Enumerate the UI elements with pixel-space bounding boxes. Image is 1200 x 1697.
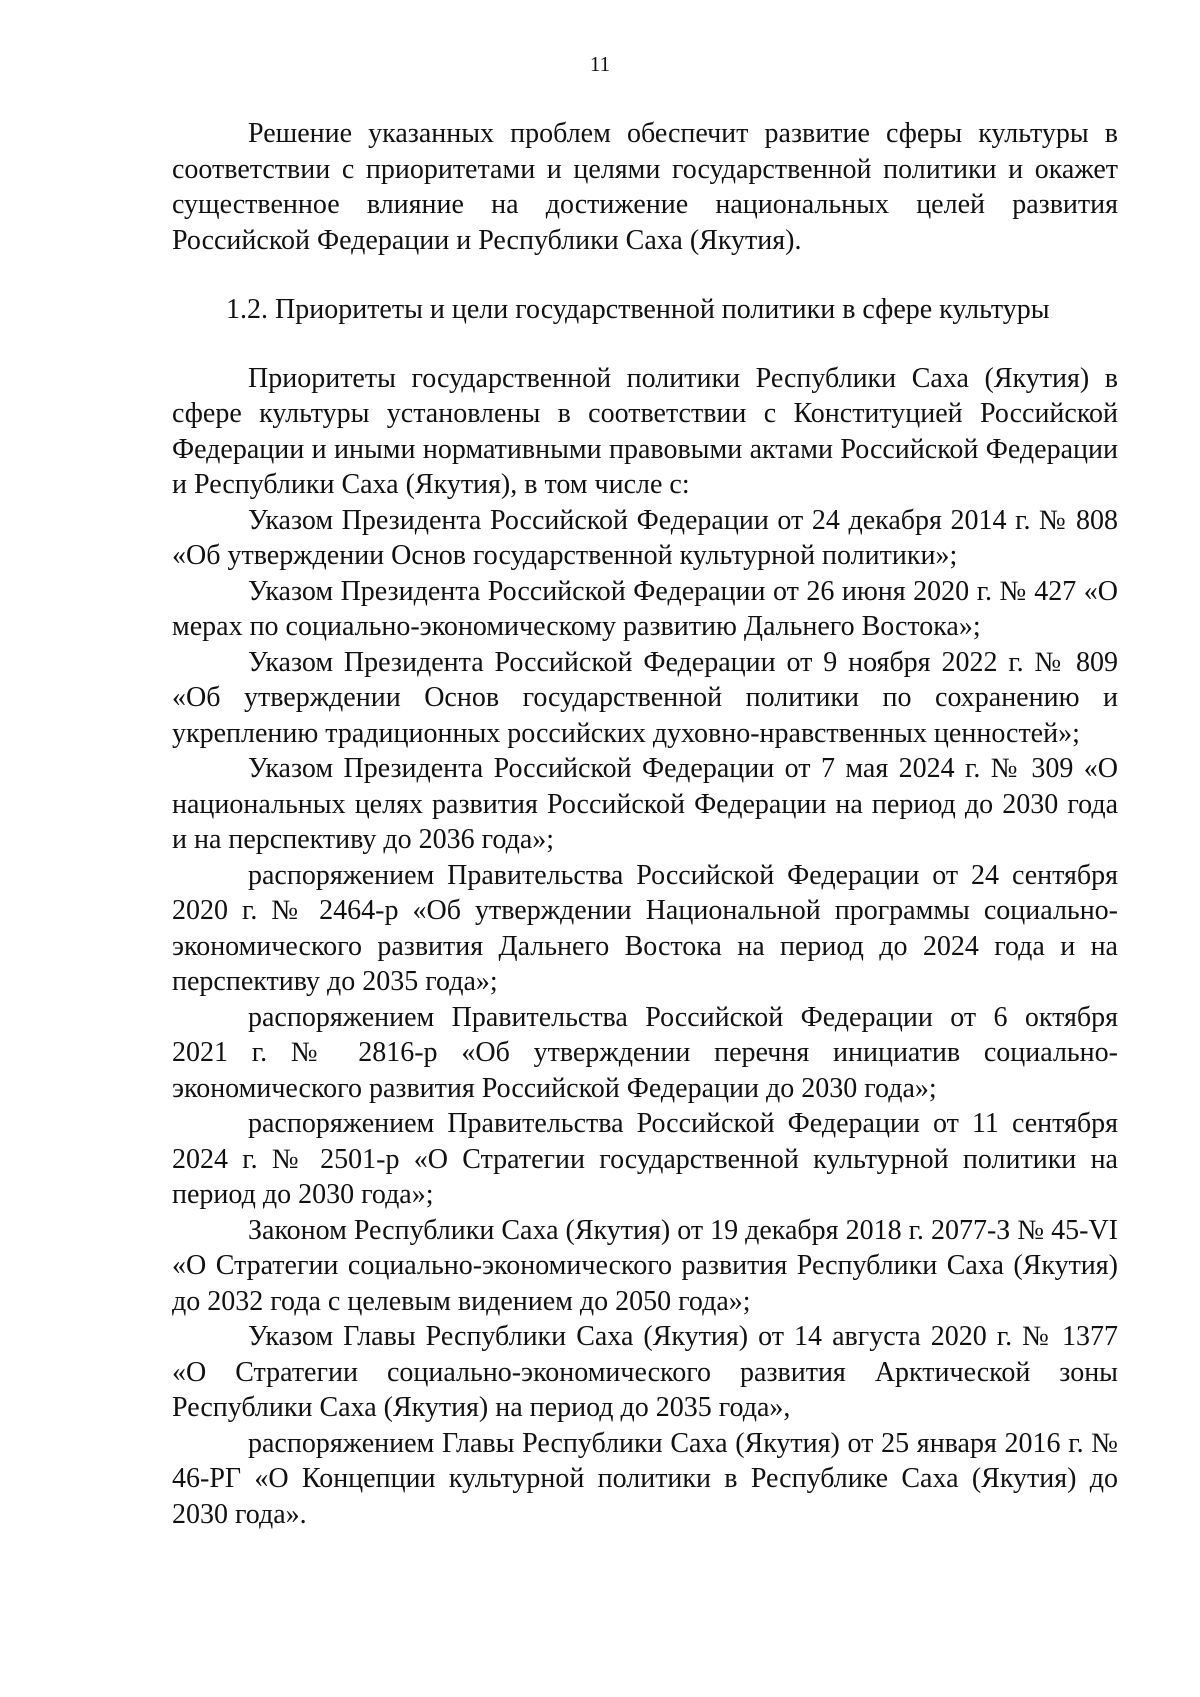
legal-act-item: Указом Президента Российской Федерации от 26 июня 2020 г. № 427 «О мерах по социально-экономическому развитию Дальнего Востока»; <box>172 575 1118 642</box>
legal-act-item: Указом Президента Российской Федерации от 7 мая 2024 г. № 309 «О национальных целях развития Российской Федерации на период до 2030 года и на перспективу до 2036 года»; <box>172 753 1118 855</box>
legal-act-item: Указом Главы Республики Саха (Якутия) от 14 августа 2020 г. № 1377 «О Стратегии социально-экономического развития Арктической зоны Республики Саха (Якутия) на период до 2035 года», <box>172 1321 1118 1423</box>
legal-act-item: Законом Республики Саха (Якутия) от 19 декабря 2018 г. 2077-З № 45-VI «О Стратегии социально-экономического развития Республики Саха (Якутия) до 2032 года с целевым видением до 2050 года»; <box>172 1214 1118 1317</box>
legal-act-item: распоряжением Правительства Российской Федерации от 11 сентября 2024 г. № 2501-р «О Стратегии государственной культурной политики на период до 2030 года»; <box>172 1108 1118 1210</box>
intro-paragraph: Решение указанных проблем обеспечит развитие сферы культуры в соответствии с приоритетами и целями государственной политики и окажет существенное влияние на достижение национальных целей развития Российской Федерации и Республики Саха (Якутия). <box>172 118 1118 256</box>
priorities-intro-paragraph: Приоритеты государственной политики Республики Саха (Якутия) в сфере культуры установлены в соответствии с Конституцией Российской Федерации и иными нормативными правовыми актами Российской Федерации и Республики Саха (Якутия), в том числе с: <box>172 362 1118 500</box>
legal-act-item: распоряжением Правительства Российской Федерации от 24 сентября 2020 г. № 2464-р «Об утверждении Национальной программы социально-экономического развития Дальнего Востока на период до 2024 года и на перспективу до 2035 года»; <box>172 859 1118 997</box>
page-number: 11 <box>589 52 611 76</box>
document-body <box>172 116 1118 1532</box>
legal-act-item: Указом Президента Российской Федерации от 24 декабря 2014 г. № 808 «Об утверждении Основ государственной культурной политики»; <box>172 504 1118 571</box>
legal-act-item: распоряжением Главы Республики Саха (Якутия) от 25 января 2016 г. № 46-РГ «О Концепции культурной политики в Республике Саха (Якутия) до 2030 года». <box>172 1427 1118 1530</box>
section-heading: 1.2. Приоритеты и цели государственной политики в сфере культуры <box>226 294 1050 325</box>
legal-act-item: Указом Президента Российской Федерации от 9 ноября 2022 г. № 809 «Об утверждении Основ государственной политики по сохранению и укреплению традиционных российских духовно-нравственных ценностей»; <box>172 646 1118 749</box>
legal-act-item: распоряжением Правительства Российской Федерации от 6 октября 2021 г. № 2816-р «Об утверждении перечня инициатив социально-экономического развития Российской Федерации до 2030 года»; <box>172 1001 1118 1104</box>
